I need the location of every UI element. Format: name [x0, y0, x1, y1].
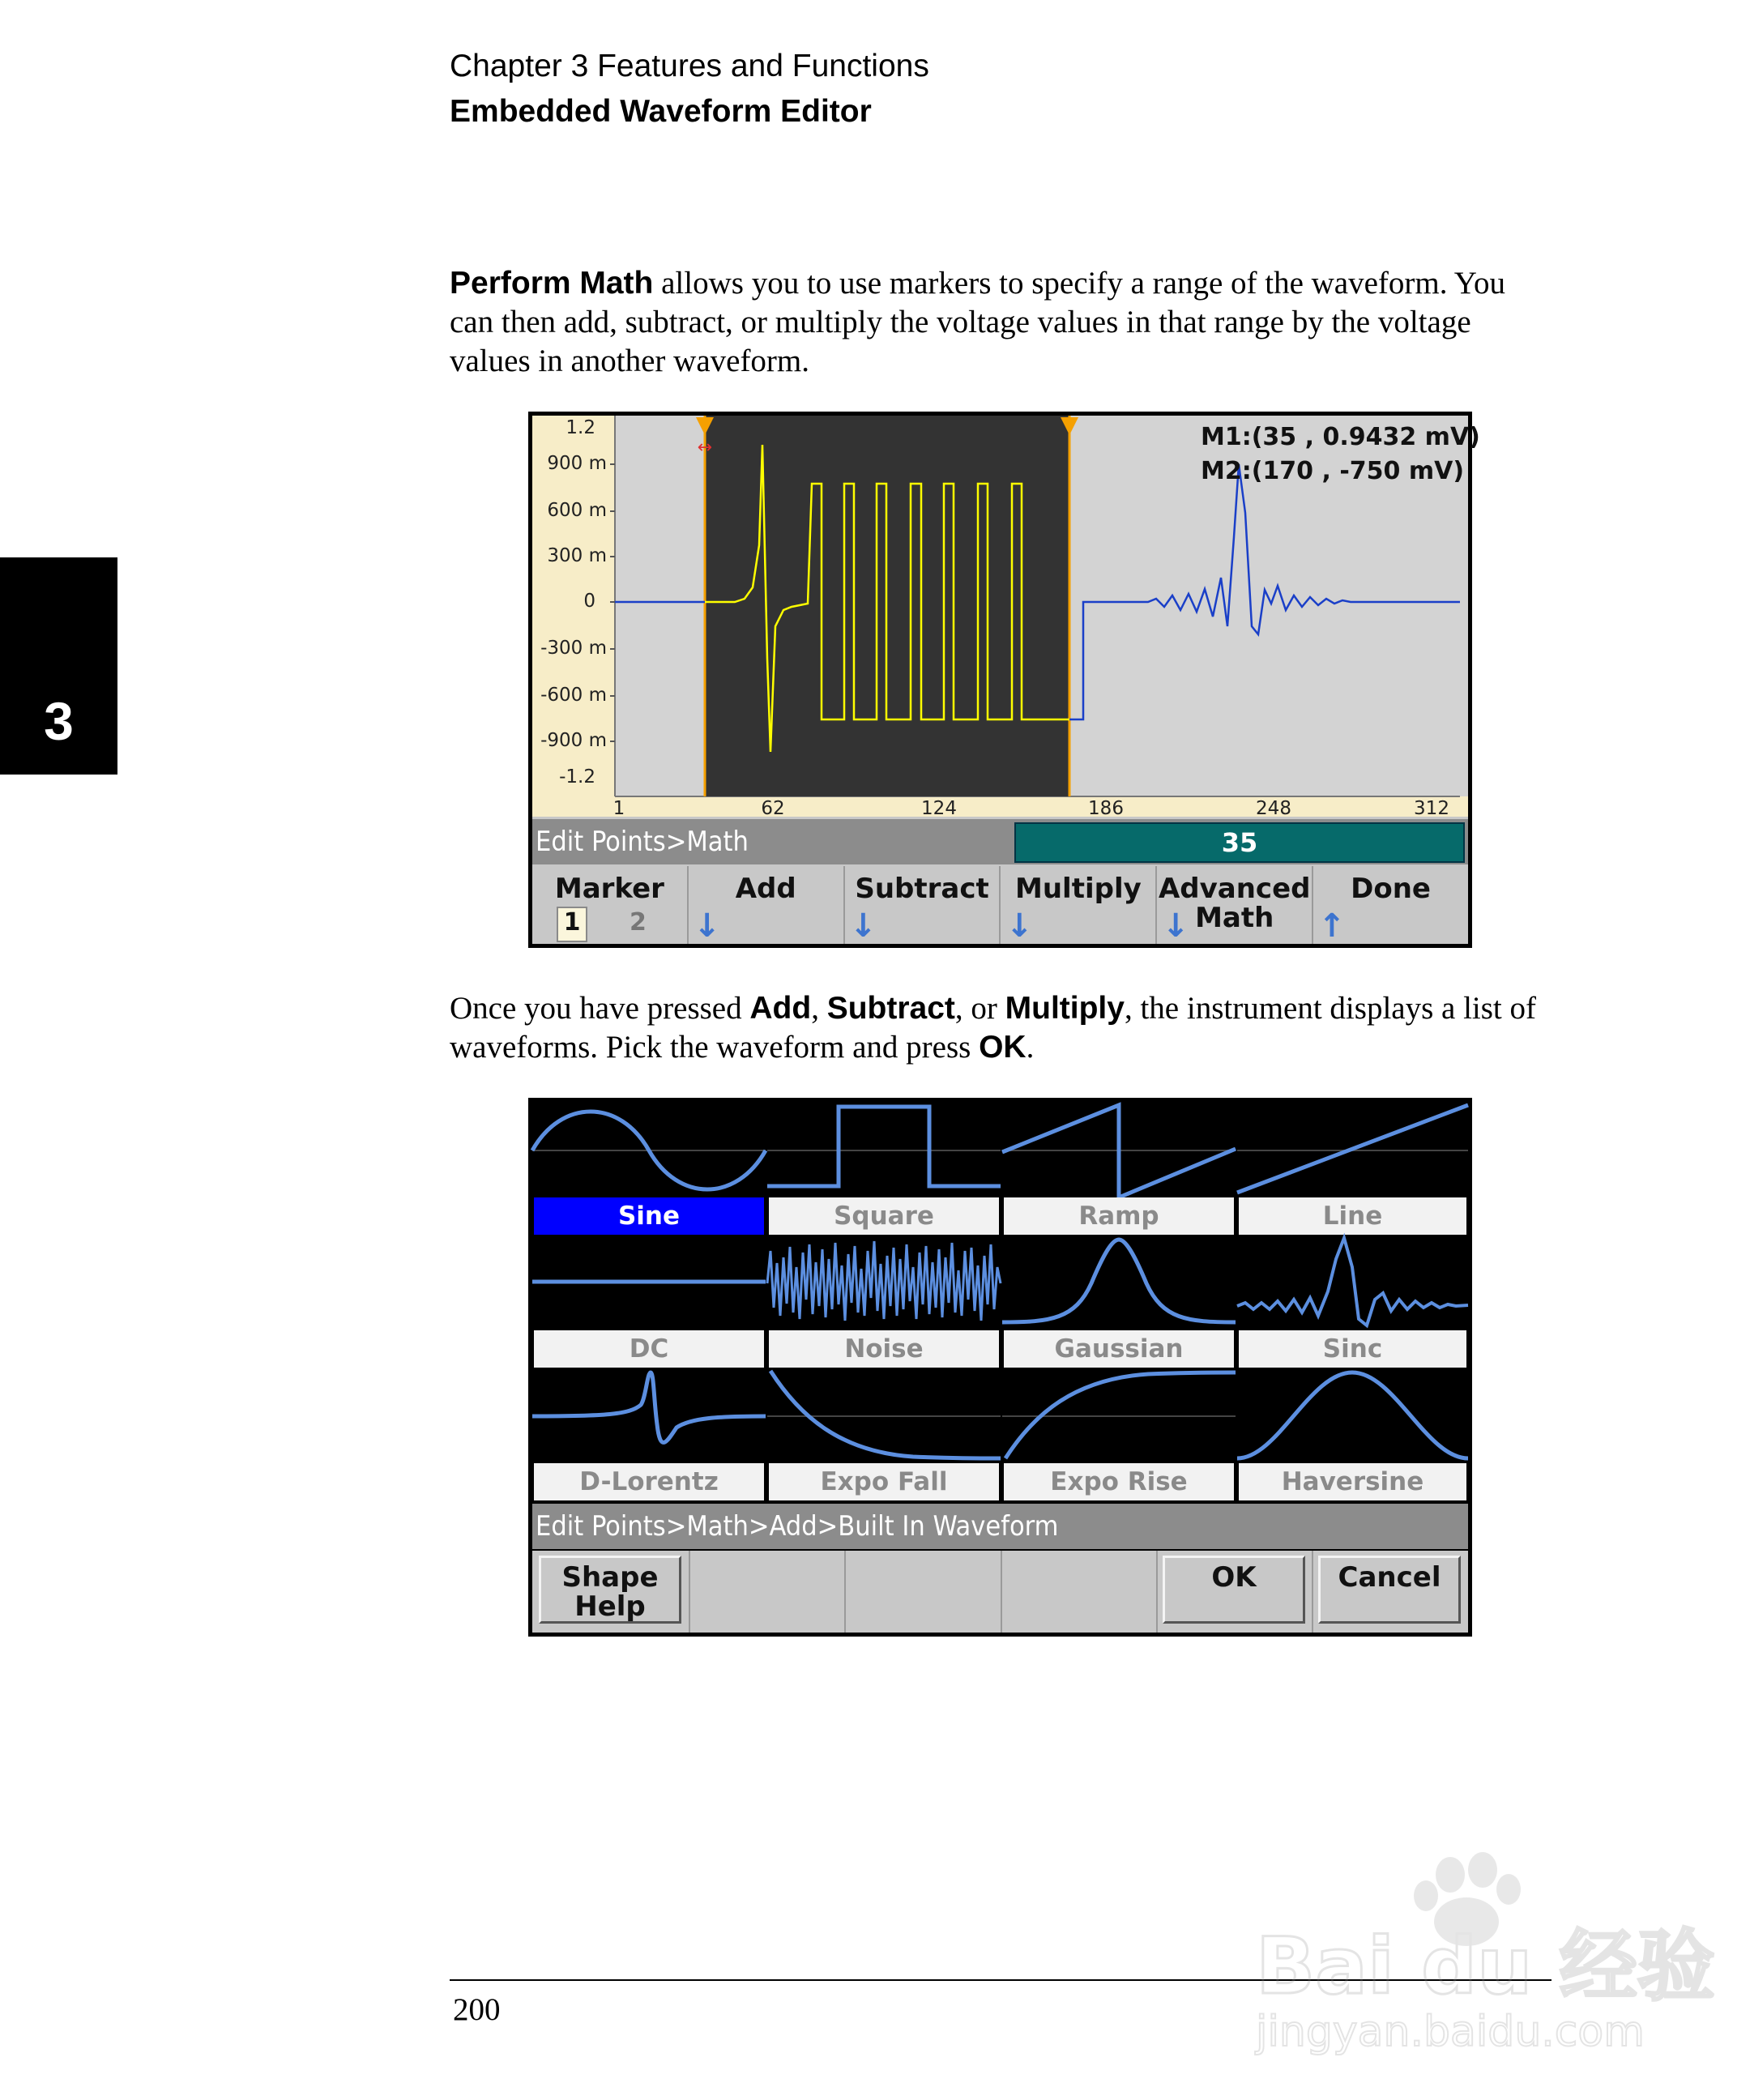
- multiply-label: Multiply: [1015, 873, 1142, 905]
- expo-fall-wave-icon: [767, 1368, 1001, 1463]
- numeric-entry-field[interactable]: [1014, 822, 1465, 863]
- shape-help-label-line1: Shape: [561, 1561, 659, 1594]
- waveform-picker-screen: [528, 1098, 1472, 1637]
- x-tick-label: 248: [1256, 798, 1291, 819]
- status-text: Edit Points>Math>Add>Built In Waveform: [536, 1510, 1059, 1543]
- d-lorentz-wave-icon: [532, 1368, 766, 1463]
- y-tick-label: -1.2: [559, 766, 595, 788]
- chapter-side-tab: [0, 557, 117, 775]
- add-softkey[interactable]: [689, 866, 845, 944]
- chapter-heading: Chapter 3 Features and Functions: [450, 49, 929, 83]
- subtract-label: Subtract: [855, 873, 989, 905]
- marker-2-readout: M2:(170 , -750 mV): [1201, 457, 1465, 485]
- softkey-divider: [1001, 1551, 1002, 1633]
- waveform-label: Noise: [769, 1330, 999, 1368]
- perform-math-term: Perform Math: [450, 266, 654, 301]
- ok-label: OK: [1211, 1561, 1257, 1594]
- x-axis-panel: [612, 796, 1468, 819]
- baidu-paw-logo-icon: [1248, 1847, 1715, 2058]
- sine-wave-icon: [532, 1102, 766, 1197]
- done-softkey[interactable]: [1313, 866, 1468, 944]
- softkey-divider: [1312, 1551, 1313, 1633]
- softkey-bar: [532, 866, 1468, 944]
- ramp-wave-icon: [1002, 1102, 1236, 1197]
- waveform-tile-expo-rise[interactable]: [1002, 1368, 1236, 1500]
- entry-value: 35: [1221, 827, 1258, 858]
- square-wave-icon: [767, 1102, 1001, 1197]
- x-tick-label: 1: [612, 798, 625, 819]
- intro-paragraph: [450, 264, 1552, 381]
- watermark-url: jingyan.baidu.com: [1256, 2008, 1645, 2056]
- x-tick-label: 124: [921, 798, 957, 819]
- line-wave-icon: [1237, 1102, 1468, 1197]
- math-waveform-plot: [532, 416, 1480, 944]
- expo-rise-wave-icon: [1002, 1368, 1236, 1463]
- multiply-softkey[interactable]: [1001, 866, 1157, 944]
- page-number: 200: [453, 1992, 501, 2027]
- intro-text: allows you to use markers to specify a range of the waveform. You can then add, subtract, or multiply the voltage values in that range by the voltage values in another waveform.: [450, 266, 1506, 378]
- add-term: Add: [749, 991, 812, 1026]
- para2-text: , or: [954, 991, 1005, 1026]
- done-label: Done: [1351, 873, 1431, 905]
- softkey-bar: [532, 1551, 1468, 1633]
- waveform-label: Expo Rise: [1004, 1463, 1234, 1500]
- y-tick-label: 1.2: [566, 417, 595, 438]
- waveform-tile-square[interactable]: [767, 1102, 1001, 1235]
- add-label: Add: [735, 873, 796, 905]
- x-tick-label: 186: [1088, 798, 1124, 819]
- subtract-term: Subtract: [826, 991, 955, 1026]
- ok-button[interactable]: [1163, 1556, 1305, 1624]
- submenu-down-arrow-icon: ↓: [1162, 907, 1189, 945]
- marker-option-1[interactable]: 1: [557, 907, 587, 942]
- waveform-tile-d-lorentz[interactable]: [532, 1368, 766, 1500]
- shape-help-label-line2: Help: [574, 1590, 646, 1623]
- status-text: Edit Points>Math: [536, 826, 749, 858]
- x-tick-label: 62: [761, 798, 785, 819]
- waveform-label: Gaussian: [1004, 1330, 1234, 1368]
- y-tick-label: -900 m: [540, 730, 607, 751]
- cancel-label: Cancel: [1338, 1561, 1441, 1594]
- haversine-wave-icon: [1237, 1368, 1468, 1463]
- waveform-label: Ramp: [1004, 1197, 1234, 1235]
- waveform-label: Expo Fall: [769, 1463, 999, 1500]
- marker-softkey[interactable]: [532, 866, 689, 944]
- math-edit-screen: [528, 412, 1480, 948]
- waveform-label: Haversine: [1239, 1463, 1466, 1500]
- y-tick-label: 300 m: [547, 545, 607, 566]
- shape-help-button[interactable]: [539, 1556, 681, 1624]
- marker-option-2[interactable]: 2: [630, 908, 647, 937]
- softkey-divider: [844, 1551, 846, 1633]
- noise-wave-icon: [767, 1235, 1001, 1330]
- y-axis-panel: [532, 416, 615, 817]
- advanced-math-label-line2: Math: [1195, 902, 1274, 934]
- return-up-arrow-icon: ↑: [1318, 907, 1346, 945]
- para2-text: .: [1026, 1030, 1035, 1065]
- waveform-label: Square: [769, 1197, 999, 1235]
- waveform-label: Sine: [534, 1197, 764, 1235]
- waveform-tile-gaussian[interactable]: [1002, 1235, 1236, 1368]
- softkey-divider: [689, 1551, 690, 1633]
- ok-term: OK: [979, 1030, 1027, 1065]
- waveform-tile-noise[interactable]: [767, 1235, 1001, 1368]
- watermark-brand: Bai du 经验: [1256, 1921, 1715, 2012]
- dc-wave-icon: [532, 1235, 766, 1330]
- y-tick-label: 600 m: [547, 500, 607, 521]
- section-heading: Embedded Waveform Editor: [450, 94, 872, 129]
- marker-drag-arrow-icon: ↔: [697, 438, 713, 458]
- waveform-label: Sinc: [1239, 1330, 1466, 1368]
- waveform-label: Line: [1239, 1197, 1466, 1235]
- marker-label: Marker: [554, 873, 664, 905]
- x-tick-label: 312: [1414, 798, 1449, 819]
- waveform-tile-expo-fall[interactable]: [767, 1368, 1001, 1500]
- waveform-tile-sinc[interactable]: [1237, 1235, 1468, 1368]
- para2-text: , the instrument displays a list of waveforms. Pick the waveform and press: [450, 991, 1536, 1065]
- gaussian-wave-icon: [1002, 1235, 1236, 1330]
- marker-1-readout: M1:(35 , 0.9432 mV): [1201, 423, 1480, 451]
- instruction-paragraph: [450, 989, 1552, 1067]
- waveform-label: D-Lorentz: [534, 1463, 764, 1500]
- softkey-divider: [1156, 1551, 1158, 1633]
- subtract-softkey[interactable]: [845, 866, 1001, 944]
- y-tick-label: -600 m: [540, 685, 607, 706]
- waveform-tile-sine[interactable]: [532, 1102, 766, 1235]
- para2-text: Once you have pressed: [450, 991, 750, 1026]
- waveform-tile-ramp[interactable]: [1002, 1102, 1236, 1235]
- sinc-wave-icon: [1237, 1235, 1468, 1330]
- submenu-down-arrow-icon: ↓: [1005, 907, 1033, 945]
- cancel-button[interactable]: [1318, 1556, 1461, 1624]
- waveform-grid: [532, 1102, 1468, 1500]
- chapter-tab-number: 3: [44, 691, 74, 751]
- multiply-term: Multiply: [1005, 991, 1125, 1026]
- baidu-watermark: [1248, 1847, 1715, 2058]
- waveform-label: DC: [534, 1330, 764, 1368]
- waveform-tile-dc[interactable]: [532, 1235, 766, 1368]
- y-tick-label: 0: [583, 591, 595, 612]
- waveform-tile-haversine[interactable]: [1237, 1368, 1468, 1500]
- waveform-tile-line[interactable]: [1237, 1102, 1468, 1235]
- status-bar: [532, 819, 1468, 864]
- y-tick-label: 900 m: [547, 453, 607, 474]
- y-tick-label: -300 m: [540, 638, 607, 659]
- submenu-down-arrow-icon: ↓: [849, 907, 877, 945]
- advanced-math-label-line1: Advanced: [1158, 873, 1311, 905]
- para2-text: ,: [811, 991, 827, 1026]
- status-bar: [532, 1504, 1468, 1549]
- submenu-down-arrow-icon: ↓: [693, 907, 721, 945]
- advanced-math-softkey[interactable]: [1157, 866, 1313, 944]
